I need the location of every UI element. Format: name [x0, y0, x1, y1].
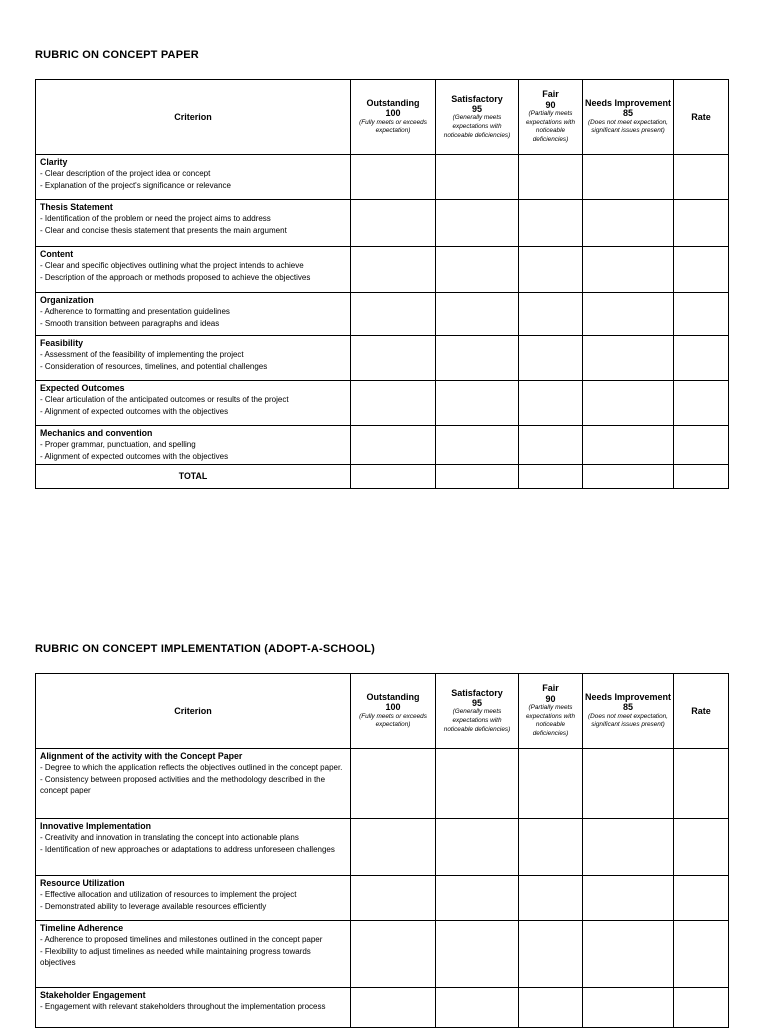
needs-improvement-cell[interactable]: [583, 819, 674, 876]
criterion-row: [36, 749, 729, 819]
rate-cell[interactable]: [674, 921, 729, 988]
criterion-description: - Consistency between proposed activities and the methodology described in the concept paper: [40, 774, 326, 796]
criterion-description: - Alignment of expected outcomes with the objectives: [40, 451, 229, 461]
criterion-description: - Clear and concise thesis statement that presents the main argument: [40, 225, 287, 235]
criterion-description: - Adherence to formatting and presentation guidelines: [40, 306, 230, 316]
needs-improvement-cell[interactable]: [583, 247, 674, 293]
criterion-description: - Clear and specific objectives outlining what the project intends to achieve: [40, 260, 304, 270]
header-row: [36, 674, 729, 749]
needs-improvement-header: Needs Improvement 85 (Does not meet expectation, significant issues present): [583, 80, 674, 155]
total-label: TOTAL: [36, 465, 351, 489]
criterion-cell: [36, 381, 351, 426]
fair-cell[interactable]: [519, 876, 583, 921]
criterion-description: - Creativity and innovation in translating the concept into actionable plans: [40, 832, 299, 842]
total-needs-improvement-cell[interactable]: [583, 465, 674, 489]
outstanding-cell[interactable]: [351, 426, 436, 465]
rate-cell[interactable]: [674, 988, 729, 1028]
criterion-name: Resource Utilization: [40, 878, 125, 888]
outstanding-cell[interactable]: [351, 876, 436, 921]
outstanding-cell[interactable]: [351, 155, 436, 200]
criterion-description: - Explanation of the project's significance or relevance: [40, 180, 231, 190]
total-satisfactory-cell[interactable]: [436, 465, 519, 489]
criterion-name: Clarity: [40, 157, 68, 167]
criterion-name: Innovative Implementation: [40, 821, 151, 831]
needs-improvement-cell[interactable]: [583, 381, 674, 426]
satisfactory-header: Satisfactory 95 (Generally meets expectations with noticeable deficiencies): [436, 80, 519, 155]
criterion-row: [36, 876, 729, 921]
outstanding-header: Outstanding 100 (Fully meets or exceeds expectation): [351, 674, 436, 749]
criterion-name: Alignment of the activity with the Concept Paper: [40, 751, 243, 761]
satisfactory-cell[interactable]: [436, 988, 519, 1028]
rate-header: Rate: [674, 674, 729, 749]
outstanding-cell[interactable]: [351, 200, 436, 247]
outstanding-cell[interactable]: [351, 381, 436, 426]
fair-cell[interactable]: [519, 988, 583, 1028]
total-row: [36, 465, 729, 489]
fair-cell[interactable]: [519, 921, 583, 988]
criterion-description: - Clear articulation of the anticipated outcomes or results of the project: [40, 394, 289, 404]
rate-cell[interactable]: [674, 155, 729, 200]
needs-improvement-cell[interactable]: [583, 876, 674, 921]
criterion-row: [36, 426, 729, 465]
criterion-description: - Alignment of expected outcomes with the objectives: [40, 406, 229, 416]
needs-improvement-cell[interactable]: [583, 155, 674, 200]
rubric-table: [35, 673, 729, 1028]
fair-cell[interactable]: [519, 293, 583, 336]
rate-cell[interactable]: [674, 336, 729, 381]
needs-improvement-cell[interactable]: [583, 988, 674, 1028]
criterion-cell: [36, 336, 351, 381]
needs-improvement-cell[interactable]: [583, 426, 674, 465]
rate-cell[interactable]: [674, 876, 729, 921]
needs-improvement-cell[interactable]: [583, 921, 674, 988]
fair-cell[interactable]: [519, 247, 583, 293]
criterion-description: - Smooth transition between paragraphs and ideas: [40, 318, 220, 328]
criterion-row: [36, 921, 729, 988]
fair-cell[interactable]: [519, 200, 583, 247]
criterion-cell: [36, 819, 351, 876]
criterion-description: - Proper grammar, punctuation, and spelling: [40, 439, 196, 449]
criterion-description: - Flexibility to adjust timelines as needed while maintaining progress towards objectives: [40, 946, 311, 968]
criterion-row: [36, 155, 729, 200]
needs-improvement-cell[interactable]: [583, 749, 674, 819]
fair-header: Fair 90 (Partially meets expectations with noticeable deficiencies): [519, 80, 583, 155]
rate-cell[interactable]: [674, 381, 729, 426]
criterion-description: - Demonstrated ability to leverage available resources efficiently: [40, 901, 267, 911]
section-title: RUBRIC ON CONCEPT IMPLEMENTATION (ADOPT-A-SCHOOL): [35, 643, 375, 655]
needs-improvement-cell[interactable]: [583, 293, 674, 336]
criterion-row: [36, 293, 729, 336]
outstanding-cell[interactable]: [351, 921, 436, 988]
criterion-name: Mechanics and convention: [40, 428, 153, 438]
outstanding-cell[interactable]: [351, 293, 436, 336]
criterion-name: Thesis Statement: [40, 202, 113, 212]
section-title: RUBRIC ON CONCEPT PAPER: [35, 49, 199, 61]
outstanding-header: Outstanding 100 (Fully meets or exceeds expectation): [351, 80, 436, 155]
outstanding-cell[interactable]: [351, 336, 436, 381]
total-rate-cell[interactable]: [674, 465, 729, 489]
outstanding-cell[interactable]: [351, 988, 436, 1028]
criterion-description: - Degree to which the application reflects the objectives outlined in the concept paper.: [40, 762, 343, 772]
rate-cell[interactable]: [674, 200, 729, 247]
rate-cell[interactable]: [674, 247, 729, 293]
outstanding-cell[interactable]: [351, 819, 436, 876]
outstanding-cell[interactable]: [351, 247, 436, 293]
satisfactory-header: Satisfactory 95 (Generally meets expectations with noticeable deficiencies): [436, 674, 519, 749]
rubric-table: [35, 79, 729, 489]
criterion-description: - Effective allocation and utilization of resources to implement the project: [40, 889, 297, 899]
outstanding-cell[interactable]: [351, 749, 436, 819]
criterion-description: - Assessment of the feasibility of implementing the project: [40, 349, 244, 359]
criterion-cell: [36, 293, 351, 336]
criterion-cell: [36, 200, 351, 247]
criterion-description: - Consideration of resources, timelines, and potential challenges: [40, 361, 268, 371]
needs-improvement-cell[interactable]: [583, 336, 674, 381]
criterion-name: Timeline Adherence: [40, 923, 124, 933]
satisfactory-cell[interactable]: [436, 293, 519, 336]
satisfactory-cell[interactable]: [436, 749, 519, 819]
fair-cell[interactable]: [519, 155, 583, 200]
criterion-row: [36, 819, 729, 876]
criterion-row: [36, 200, 729, 247]
criterion-cell: [36, 426, 351, 465]
satisfactory-cell[interactable]: [436, 426, 519, 465]
criterion-name: Stakeholder Engagement: [40, 990, 146, 1000]
criterion-description: - Identification of new approaches or adaptations to address unforeseen challenges: [40, 844, 335, 854]
total-outstanding-cell[interactable]: [351, 465, 436, 489]
satisfactory-cell[interactable]: [436, 155, 519, 200]
criterion-cell: [36, 749, 351, 819]
satisfactory-cell[interactable]: [436, 247, 519, 293]
rate-cell[interactable]: [674, 293, 729, 336]
rate-cell[interactable]: [674, 819, 729, 876]
rate-header: Rate: [674, 80, 729, 155]
criterion-cell: [36, 876, 351, 921]
fair-header: Fair 90 (Partially meets expectations with noticeable deficiencies): [519, 674, 583, 749]
needs-improvement-header: Needs Improvement 85 (Does not meet expectation, significant issues present): [583, 674, 674, 749]
rate-cell[interactable]: [674, 749, 729, 819]
criterion-name: Feasibility: [40, 338, 84, 348]
criterion-name: Organization: [40, 295, 94, 305]
criterion-header: Criterion: [36, 80, 351, 155]
criterion-name: Expected Outcomes: [40, 383, 125, 393]
criterion-row: [36, 988, 729, 1028]
satisfactory-cell[interactable]: [436, 336, 519, 381]
criterion-description: - Adherence to proposed timelines and milestones outlined in the concept paper: [40, 934, 323, 944]
total-fair-cell[interactable]: [519, 465, 583, 489]
fair-cell[interactable]: [519, 426, 583, 465]
fair-cell[interactable]: [519, 749, 583, 819]
criterion-row: [36, 381, 729, 426]
criterion-row: [36, 336, 729, 381]
needs-improvement-cell[interactable]: [583, 200, 674, 247]
fair-cell[interactable]: [519, 336, 583, 381]
fair-cell[interactable]: [519, 819, 583, 876]
criterion-description: - Identification of the problem or need the project aims to address: [40, 213, 271, 223]
criterion-row: [36, 247, 729, 293]
fair-cell[interactable]: [519, 381, 583, 426]
criterion-cell: [36, 921, 351, 988]
satisfactory-cell[interactable]: [436, 381, 519, 426]
criterion-description: - Clear description of the project idea or concept: [40, 168, 211, 178]
criterion-cell: [36, 988, 351, 1028]
criterion-description: - Description of the approach or methods proposed to achieve the objectives: [40, 272, 311, 282]
criterion-cell: [36, 155, 351, 200]
satisfactory-cell[interactable]: [436, 200, 519, 247]
criterion-header: Criterion: [36, 674, 351, 749]
rate-cell[interactable]: [674, 426, 729, 465]
satisfactory-cell[interactable]: [436, 876, 519, 921]
criterion-name: Content: [40, 249, 74, 259]
criterion-cell: [36, 247, 351, 293]
satisfactory-cell[interactable]: [436, 819, 519, 876]
header-row: [36, 80, 729, 155]
criterion-description: - Engagement with relevant stakeholders throughout the implementation process: [40, 1001, 326, 1011]
satisfactory-cell[interactable]: [436, 921, 519, 988]
